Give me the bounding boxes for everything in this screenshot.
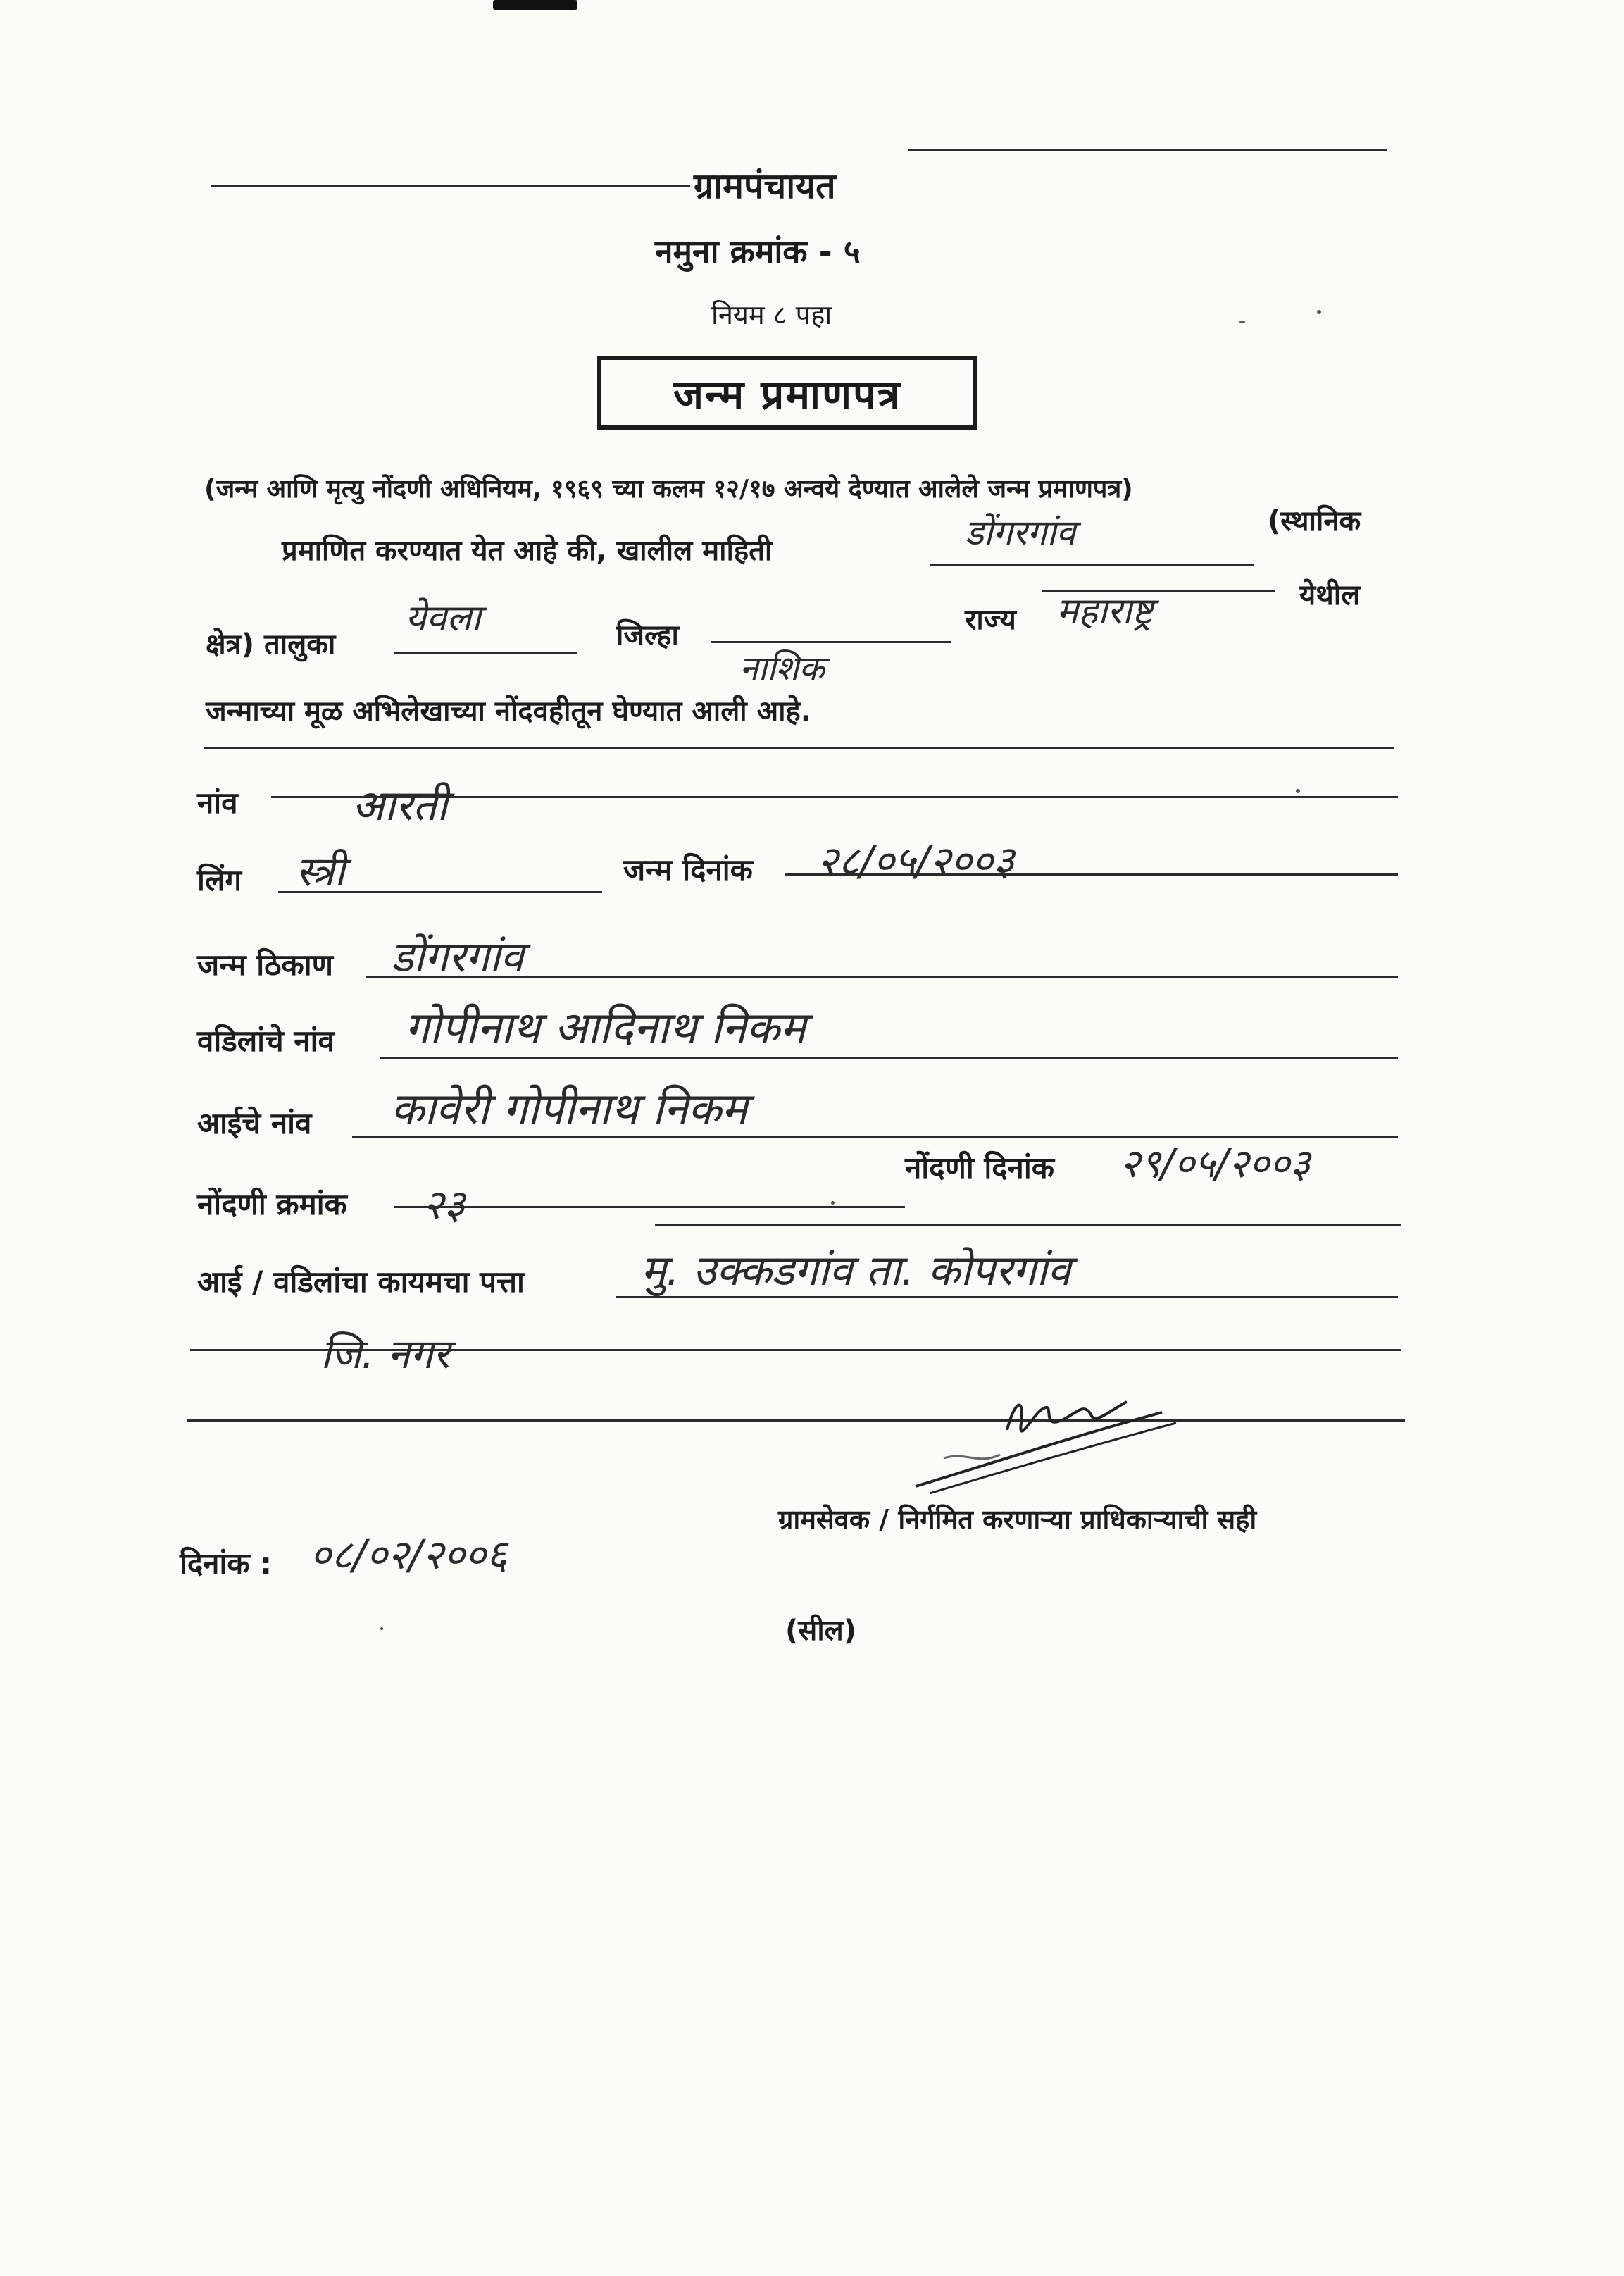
- issue-date-value: ०८/०२/२००६: [310, 1531, 508, 1579]
- header-rule-left: [211, 185, 690, 187]
- header-rule-right: [908, 149, 1387, 151]
- district-line: [711, 641, 951, 643]
- certificate-title: जन्म प्रमाणपत्र: [673, 371, 901, 418]
- mother-name-value: कावेरी गोपीनाथ निकम: [391, 1083, 748, 1134]
- registration-no-label: नोंदणी क्रमांक: [197, 1187, 347, 1221]
- taluka-label: क्षेत्र) तालुका: [206, 628, 336, 661]
- taluka-value: येवला: [405, 597, 481, 640]
- mother-name-label: आईचे नांव: [197, 1106, 312, 1140]
- scan-speck: [831, 1201, 835, 1205]
- address-top-rule: [655, 1224, 1401, 1226]
- seal-label: (सील): [785, 1615, 857, 1647]
- address-value-line2: जि. नगर: [320, 1330, 450, 1378]
- registration-no-line: [394, 1206, 905, 1208]
- scan-speck: [1317, 310, 1321, 314]
- issue-date-label: दिनांक :: [180, 1546, 273, 1581]
- address-label: आई / वडिलांचा कायमचा पत्ता: [197, 1264, 525, 1299]
- local-area-line: [930, 564, 1254, 566]
- father-name-value: गोपीनाथ आदिनाथ निकम: [405, 1002, 806, 1053]
- district-value: नाशिक: [739, 649, 825, 688]
- sex-value: स्त्री: [296, 847, 345, 895]
- scan-speck: [1296, 789, 1300, 793]
- certify-text: प्रमाणित करण्यात येत आहे की, खालील माहिती: [282, 535, 773, 567]
- scan-speck: [1239, 321, 1245, 323]
- place-of-birth-value: डोंगरगांव: [391, 933, 524, 982]
- dob-value: २८/०५/२००३: [817, 837, 1015, 885]
- officer-signature: [901, 1381, 1197, 1500]
- name-label: नांव: [197, 785, 238, 820]
- district-label: जिल्हा: [616, 619, 679, 652]
- registration-date-label: नोंदणी दिनांक: [905, 1150, 1054, 1185]
- record-rule: [204, 747, 1394, 749]
- certificate-title-box: [597, 356, 977, 430]
- local-area-value: डोंगरगांव: [965, 512, 1076, 553]
- signatory-label: ग्रामसेवक / निर्गमित करणाऱ्या प्राधिकाऱ्याची सही: [778, 1504, 1257, 1535]
- address-value-line1: मु. उक्कडगांव ता. कोपरगांव: [641, 1246, 1071, 1295]
- state-value: महाराष्ट्र: [1056, 590, 1154, 633]
- gram-panchayat-heading: ग्रामपंचायत: [694, 166, 836, 206]
- dob-label: जन्म दिनांक: [623, 852, 753, 887]
- taluka-line: [394, 652, 577, 654]
- sex-label: लिंग: [197, 863, 242, 897]
- punch-mark: [493, 0, 577, 10]
- scan-speck: [380, 1627, 383, 1630]
- here-label: येथील: [1299, 579, 1361, 611]
- local-area-label: (स्थानिक: [1268, 505, 1361, 537]
- father-name-label: वडिलांचे नांव: [197, 1024, 335, 1058]
- address-bottom-rule: [187, 1419, 1405, 1422]
- registration-no-value: २३: [423, 1181, 466, 1229]
- father-name-line: [380, 1057, 1398, 1059]
- rule-reference: नियम ८ पहा: [711, 299, 832, 330]
- place-of-birth-label: जन्म ठिकाण: [197, 947, 334, 982]
- record-source-line: जन्माच्या मूळ अभिलेखाच्या नोंदवहीतून घेण्यात आली आहे.: [206, 695, 811, 728]
- name-value: आरती: [352, 781, 448, 831]
- registration-date-value: २९/०५/२००३: [1120, 1141, 1311, 1187]
- state-label: राज्य: [965, 604, 1016, 636]
- act-reference-line: (जन्म आणि मृत्यु नोंदणी अधिनियम, १९६९ च्या कलम १२/१७ अन्वये देण्यात आलेले जन्म प्रमाणपत्र): [204, 475, 1133, 504]
- form-number: नमुना क्रमांक - ५: [655, 232, 861, 270]
